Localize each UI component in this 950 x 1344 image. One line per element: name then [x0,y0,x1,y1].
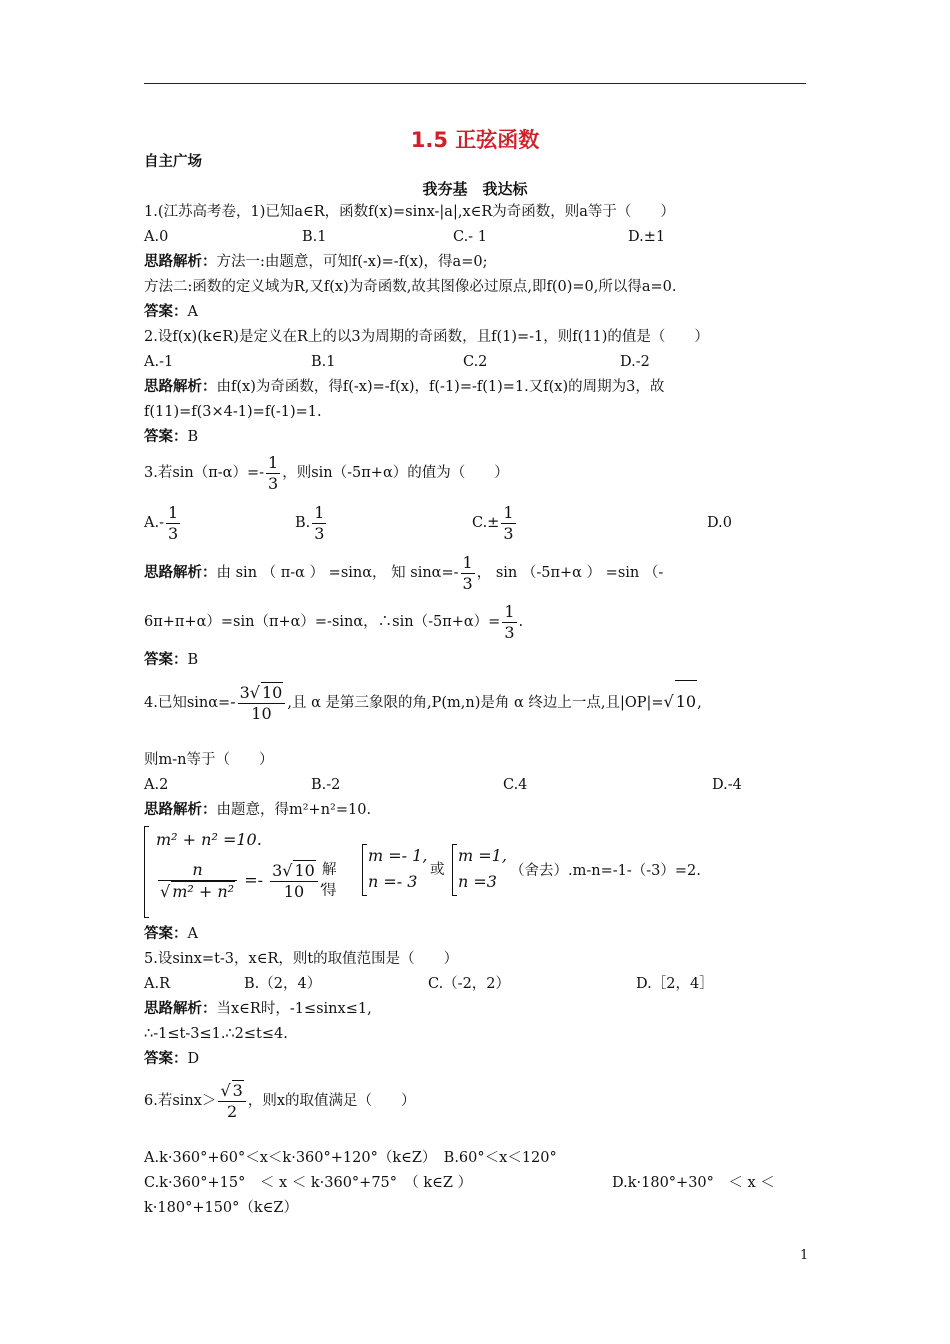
q4-option-d: D.-4 [712,777,742,793]
q3-analysis-fraction-1 [461,553,475,594]
q1-stem: 1.(江苏高考卷，1)已知a∈R，函数f(x)=sinx-|a|,x∈R为奇函数，则a等于（ ） [144,204,675,220]
page-title: 1.5 正弦函数 [410,128,540,152]
q5-answer-value: D [187,1051,200,1067]
q1-answer-value: A [187,304,198,320]
sqrt: √ 10 [249,683,283,702]
q6-options-line-1: A.k·360°+60°＜x＜k·360°+120°（k∈Z） B.60°＜x＜120° [144,1150,557,1166]
frac-num [238,682,286,704]
q4-fraction [238,682,286,724]
q1-option-d: D.±1 [628,229,666,245]
q6-option-c: C.k·360°+15° ＜ x ＜ k·360°+75° （ k∈Z ） [144,1175,473,1191]
q5-answer [144,1049,199,1069]
frac-num-coef: 3 [272,861,283,880]
system-frac-den: √ m² + n² [160,882,235,901]
q2-analysis-2: f(11)=f(3×4-1)=f(-1)=1. [144,404,322,420]
q4-option-a: A.2 [144,777,169,793]
solution-1-m: m =- 1, [368,846,428,865]
q3-stem [144,452,509,494]
q1-option-b: B.1 [302,229,327,245]
frac-den: 10 [283,882,305,901]
frac-den: 3 [167,523,179,543]
frac-num: 1 [504,601,515,621]
q3-option-b-fraction [312,503,326,544]
q5-option-b: B.（2，4） [244,976,322,992]
q1-answer [144,302,198,322]
q2-stem: 2.设f(x)(k∈R)是定义在R上的以3为周期的奇函数，且f(1)=-1，则f(11)的值是（ ） [144,329,709,345]
q4-analysis [144,800,371,820]
frac-den: 3 [503,523,514,543]
q5-analysis-1 [144,999,372,1019]
q3-option-c-prefix: C.± [472,515,500,531]
q3-option-c-fraction [501,503,515,544]
minus-sign: - [230,692,236,711]
op-radicand: 10 [675,680,697,723]
q4-stem-b: ,且 α 是第三象限的角,P(m,n)是角 α 终边上一点,且|OP|= [287,695,664,711]
header-rule [144,83,806,84]
analysis-label: 思路解析： [144,802,217,818]
system-brace [144,826,149,918]
q1-analysis-1 [144,252,487,272]
q3-analysis-1 [144,552,663,594]
frac-num [270,860,318,882]
q4-option-b: B.-2 [311,777,341,793]
answer-label: 答案： [144,429,188,445]
q3-answer [144,650,198,670]
q1-option-c: C.- 1 [453,229,487,245]
q5-option-c: C.（-2，2） [428,976,511,992]
q3-stem-a: 3.若sin（π-α）=- [144,465,265,481]
q6-option-d: D.k·180°+30° ＜ x ＜ [612,1175,775,1191]
q6-stem [144,1080,416,1122]
q3-option-b-prefix: B. [295,515,311,531]
frac-den: 10 [251,704,272,723]
q4-answer [144,924,198,944]
q6-stem-a: 6.若sinx＞ [144,1093,217,1109]
q5-analysis-text-1: 当x∈R时，-1≤sinx≤1, [216,1001,372,1017]
or-label: 或 [430,862,445,878]
q3-analysis-b: ， sin （-5π+α ） =sin （- [476,565,664,581]
section-heading: 自主广场 [144,154,202,170]
q3-analysis-c: 6π+π+α）=sin（π+α）=-sinα，∴sin（-5π+α）= [144,614,501,630]
q3-option-a-prefix: A.- [144,515,164,531]
q3-option-b [295,502,328,544]
q3-answer-value: B [187,652,199,668]
q3-option-d: D.0 [707,515,732,531]
answer-label: 答案： [144,1051,188,1067]
page-number: 1 [800,1248,809,1263]
q2-option-d: D.-2 [620,354,650,370]
q2-option-b: B.1 [311,354,336,370]
q2-analysis-text-1: 由f(x)为奇函数，得f(-x)=-f(x)，f(-1)=-f(1)=1.又f(x)的周期为3，故 [216,379,665,395]
radicand: 10 [294,861,315,880]
system-tail: （舍去）.m-n=-1-（-3）=2. [510,863,701,879]
analysis-label: 思路解析： [144,1001,217,1017]
op-sqrt: √ 10 [664,692,698,711]
frac-den: 3 [314,523,325,543]
q3-fraction [266,453,280,494]
q4-stem-a: 4.已知sinα= [144,695,231,711]
q2-answer-value: B [187,429,199,445]
solution-1-n: n =- 3 [368,872,418,891]
solution-2-brace [452,844,457,896]
frac-num: 1 [167,502,179,522]
answer-label: 答案： [144,926,188,942]
q3-analysis-fraction-2 [502,602,516,643]
q4-stem-c: , [697,695,702,711]
system-frac-num: n [158,860,237,881]
solution-2-m: m =1, [458,846,507,865]
q1-analysis-text-1: 方法一:由题意，可知f(-x)=-f(x)，得a=0; [216,254,488,270]
q6-fraction [218,1080,245,1122]
q2-answer [144,427,198,447]
system-rhs-fraction [270,860,318,902]
analysis-label: 思路解析： [144,379,217,395]
answer-label: 答案： [144,304,188,320]
q4-option-c: C.4 [503,777,528,793]
q2-option-c: C.2 [463,354,488,370]
frac-num: 1 [314,502,325,522]
frac-num [218,1080,245,1102]
frac-num: 1 [503,502,514,522]
sqrt: √ 3 [220,1081,243,1100]
radicand: 10 [262,683,283,702]
q3-analysis-a: 由 sin （ π-α ） =sinα， 知 sinα=- [216,565,459,581]
q1-option-a: A.0 [144,229,169,245]
frac-den: 3 [268,473,279,493]
q3-analysis-2 [144,601,523,643]
answer-label: 答案： [144,652,188,668]
q4-answer-value: A [187,926,198,942]
q6-options-line-3: k·180°+150°（k∈Z） [144,1200,298,1216]
frac-num: 1 [268,452,279,472]
q3-option-c [472,502,518,544]
frac-den: 3 [462,573,473,593]
frac-den: 2 [227,1102,238,1121]
q3-stem-b: ，则sin（-5π+α）的值为（ ） [282,465,509,481]
sqrt: √ 10 [282,861,315,880]
q3-option-a-fraction [166,503,180,544]
q4-stem-2: 则m-n等于（ ） [144,752,274,768]
subtitle: 我夯基 我达标 [422,180,528,198]
frac-den: 3 [504,622,515,642]
q3-analysis-d: . [518,614,524,630]
q5-analysis-2: ∴-1≤t-3≤1.∴2≤t≤4. [144,1026,288,1042]
solution-2-n: n =3 [458,872,497,891]
solution-1-brace [362,844,367,896]
system-eq-sign: =- [244,870,263,890]
q3-option-a [144,502,182,544]
q6-stem-b: ，则x的取值满足（ ） [247,1093,416,1109]
q5-option-a: A.R [144,976,170,992]
q5-option-d: D.［2，4］ [636,976,714,992]
frac-num: 1 [462,552,473,572]
q2-option-a: A.-1 [144,354,174,370]
q4-stem [144,680,702,724]
q5-stem: 5.设sinx=t-3，x∈R，则t的取值范围是（ ） [144,951,459,967]
solve-label: 解得 [322,862,337,899]
analysis-label: 思路解析： [144,565,217,581]
system-eq-2: $\frac{n}{\text{√ m² + n²}}$ =- $\frac{3√ 10}{10}$ , [160,860,325,901]
q2-analysis-1 [144,377,664,397]
frac-num-coef: 3 [239,683,250,702]
q1-analysis-2: 方法二:函数的定义域为R,又f(x)为奇函数,故其图像必过原点,即f(0)=0,所以得a=0. [144,279,677,295]
system-eq-1: m² + n² =10. [156,830,262,849]
system-fraction [158,860,237,902]
q4-analysis-text: 由题意，得m²+n²=10. [216,802,372,818]
analysis-label: 思路解析： [144,254,217,270]
radicand: 3 [232,1081,243,1100]
